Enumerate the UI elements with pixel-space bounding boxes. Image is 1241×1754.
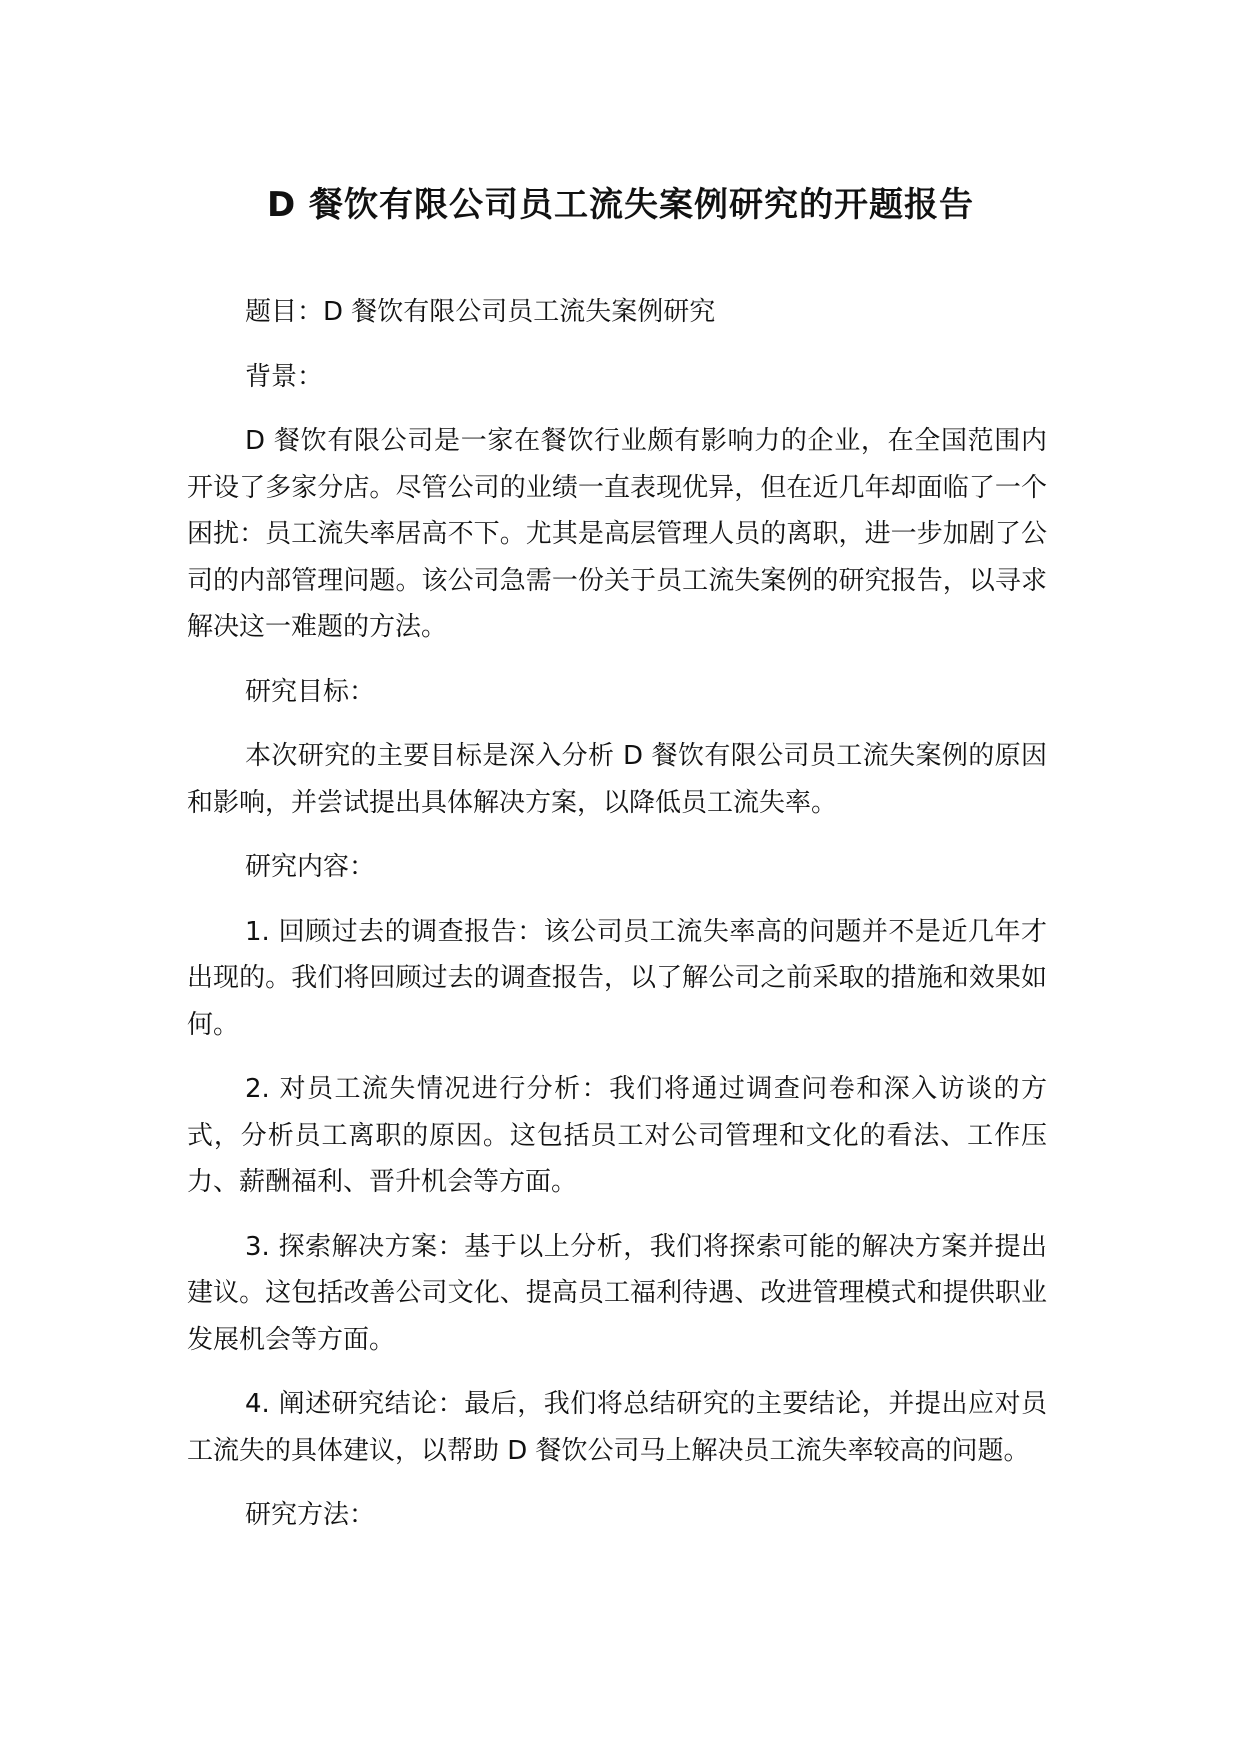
heading-research-content: 研究内容： [245, 852, 376, 882]
heading-background: 背景： [245, 361, 324, 392]
list-item-3: 3. 探索解决方案：基于以上分析，我们将探索可能的解决方案并提出建议。这包括改善公司文化、提高员工福利待遇、改进管理模式和提供职业发展机会等方面。 [187, 1231, 1047, 1355]
heading-research-goal: 研究目标： [245, 676, 376, 707]
list-item-4: 4. 阐述研究结论：最后，我们将总结研究的主要结论，并提出应对员工流失的具体建议，以帮助 D 餐饮公司马上解决员工流失率较高的问题。 [187, 1389, 1047, 1466]
paragraph-research-goal: 本次研究的主要目标是深入分析 D 餐饮有限公司员工流失案例的原因和影响，并尝试提出具体解决方案，以降低员工流失率。 [187, 741, 1047, 818]
list-item-1: 1. 回顾过去的调查报告：该公司员工流失率高的问题并不是近几年才出现的。我们将回顾过去的调查报告，以了解公司之前采取的措施和效果如何。 [187, 916, 1047, 1040]
document-body [187, 289, 1047, 1557]
paragraph-background: D 餐饮有限公司是一家在餐饮行业颇有影响力的企业，在全国范围内开设了多家分店。尽管公司的业绩一直表现优异，但在近几年却面临了一个困扰：员工流失率居高不下。尤其是高层管理人员的离职，进一步加剧了公司的内部管理问题。该公司急需一份关于员工流失案例的研究报告，以寻求解决这一难题的方法。 [187, 426, 1047, 642]
document-title: D 餐饮有限公司员工流失案例研究的开题报告 [266, 185, 975, 225]
list-item-2: 2. 对员工流失情况进行分析：我们将通过调查问卷和深入访谈的方式，分析员工离职的原因。这包括员工对公司管理和文化的看法、工作压力、薪酬福利、晋升机会等方面。 [187, 1074, 1047, 1197]
paragraph-topic: 题目：D 餐饮有限公司员工流失案例研究 [245, 297, 716, 327]
heading-research-method: 研究方法： [245, 1500, 376, 1530]
